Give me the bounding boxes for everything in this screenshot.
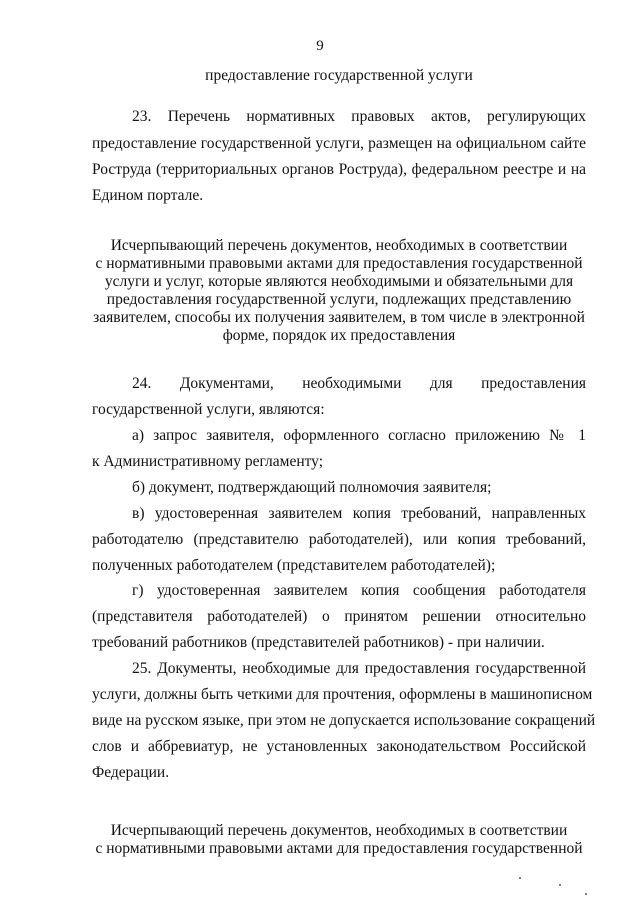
item-g-line-3: требований работников (представителей работников) - при наличии.	[92, 634, 545, 651]
heading1-line-1: Исчерпывающий перечень документов, необходимых в соответствии	[110, 237, 568, 254]
item-v-line-2: работодателю (представителю работодателей), или копия требований,	[92, 531, 586, 548]
scan-speck	[559, 884, 561, 886]
item-g-line-2: (представителя работодателей) о принятом решении относительно	[92, 608, 586, 625]
item-g-line-1: г) удостоверенная заявителем копия сообщения работодателя	[132, 582, 586, 599]
heading2-line-2: с нормативными правовыми актами для предоставления государственной	[95, 840, 583, 857]
p25-line-1: 25. Документы, необходимые для предоставления государственной	[132, 660, 586, 677]
item-v-line-3: полученных работодателем (представителем работодателей);	[92, 557, 496, 574]
item-v-line-1: в) удостоверенная заявителем копия требований, направленных	[132, 505, 586, 522]
p23-line-4: Едином портале.	[92, 187, 204, 204]
scan-speck	[585, 893, 587, 895]
p25-line-5: Федерации.	[92, 764, 170, 781]
heading1-line-6: форме, порядок их предоставления	[222, 327, 456, 344]
p24-line-1: 24. Документами, необходимыми для предоставления	[132, 375, 586, 392]
item-a-line-1: а) запрос заявителя, оформленного согласно приложению № 1	[132, 427, 586, 444]
heading1-line-2: с нормативными правовыми актами для предоставления государственной	[95, 255, 583, 272]
p24-line-2: государственной услуги, являются:	[92, 401, 325, 418]
p25-line-4: слов и аббревиатур, не установленных законодательством Российской	[92, 738, 586, 755]
scan-speck	[519, 877, 521, 879]
heading1-line-3: услуги и услуг, которые являются необходимыми и обязательными для	[104, 273, 574, 290]
item-a-line-2: к Административному регламенту;	[92, 453, 324, 470]
item-b-line-1: б) документ, подтверждающий полномочия заявителя;	[132, 479, 492, 496]
p23-line-1: 23. Перечень нормативных правовых актов, регулирующих	[132, 108, 586, 125]
p23-line-3: Роструда (территориальных органов Роструда), федеральном реестре и на	[92, 161, 586, 178]
heading2-line-1: Исчерпывающий перечень документов, необходимых в соответствии	[110, 822, 568, 839]
heading1-line-4: предоставления государственной услуги, подлежащих представлению	[106, 291, 572, 308]
p25-line-2: услуги, должны быть четкими для прочтения, оформлены в машинописном	[92, 686, 593, 703]
heading1-line-5: заявителем, способы их получения заявителем, в том числе в электронной	[93, 309, 585, 326]
p25-line-3: виде на русском языке, при этом не допускается использование сокращений	[92, 712, 596, 729]
continuation-line: предоставление государственной услуги	[205, 67, 473, 84]
page-number: 9	[316, 38, 324, 54]
p23-line-2: предоставление государственной услуги, размещен на официальном сайте	[92, 135, 586, 152]
